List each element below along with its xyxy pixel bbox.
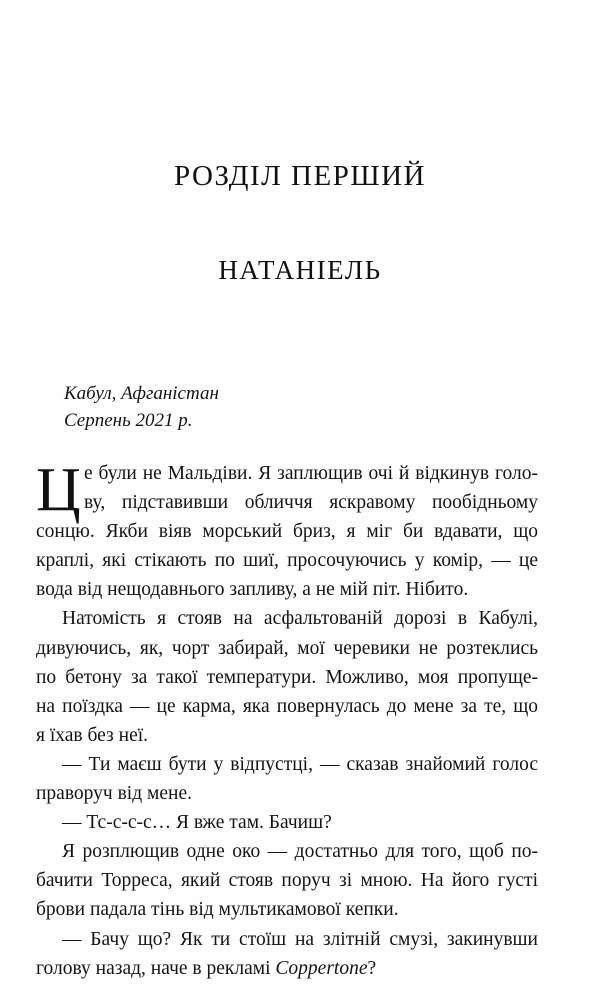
- text-line: по бетону за такої температури. Можливо, моя пропуще-: [36, 666, 538, 688]
- text-line: сонцю. Якби віяв морський бриз, я міг би вдавати, що: [36, 521, 538, 543]
- text-line: — Тс-с-с-с… Я вже там. Бачиш?: [62, 812, 332, 834]
- text-line: краплі, які стікають по шиї, просочуючись у комір, — це: [36, 550, 538, 572]
- text-line: я їхав без неї.: [36, 724, 149, 746]
- text-run: ?: [367, 957, 377, 979]
- text-line: брови падала тінь від мультикамової кепки.: [36, 899, 399, 921]
- text-line: Я розплющив одне око — достатньо для того, щоб по-: [62, 841, 538, 863]
- text-line: дивуючись, як, чорт забирай, мої черевики не розтеклись: [36, 637, 538, 659]
- text-line: бачити Торреса, який стояв поруч зі мною. На його густі: [36, 870, 538, 892]
- chapter-title: РОЗДІЛ ПЕРШИЙ: [174, 160, 426, 192]
- dateline-date: Серпень 2021 р.: [64, 410, 193, 431]
- dateline: [64, 380, 219, 434]
- body-text: [36, 456, 538, 983]
- chapter-subtitle: НАТАНІЕЛЬ: [218, 255, 382, 285]
- brand-name-italic: Coppertone: [275, 957, 368, 979]
- text-line: Натомість я стояв на асфальтованій дорозі в Кабулі,: [62, 608, 538, 630]
- text-run: голову назад, наче в рекламі: [36, 957, 276, 979]
- text-line: вода від нещодавнього запливу, а не мій піт. Нібито.: [36, 579, 469, 601]
- text-line: на поїздка — це карма, яка повернулась до мене за те, що: [36, 695, 538, 717]
- dateline-place: Кабул, Афганістан: [64, 383, 219, 404]
- text-line: ву, підставивши обличчя яскравому пообідньому: [84, 492, 538, 514]
- text-line: праворуч від мене.: [36, 783, 192, 805]
- text-line: [36, 954, 538, 983]
- text-line: — Ти маєш бути у відпустці, — сказав знайомий голос: [62, 753, 538, 775]
- text-line: е були не Мальдіви. Я заплющив очі й відкинув голо-: [84, 463, 538, 484]
- text-line: — Бачу що? Як ти стоїш на злітній смузі, закинувши: [62, 928, 538, 950]
- drop-cap: Ц: [36, 456, 81, 524]
